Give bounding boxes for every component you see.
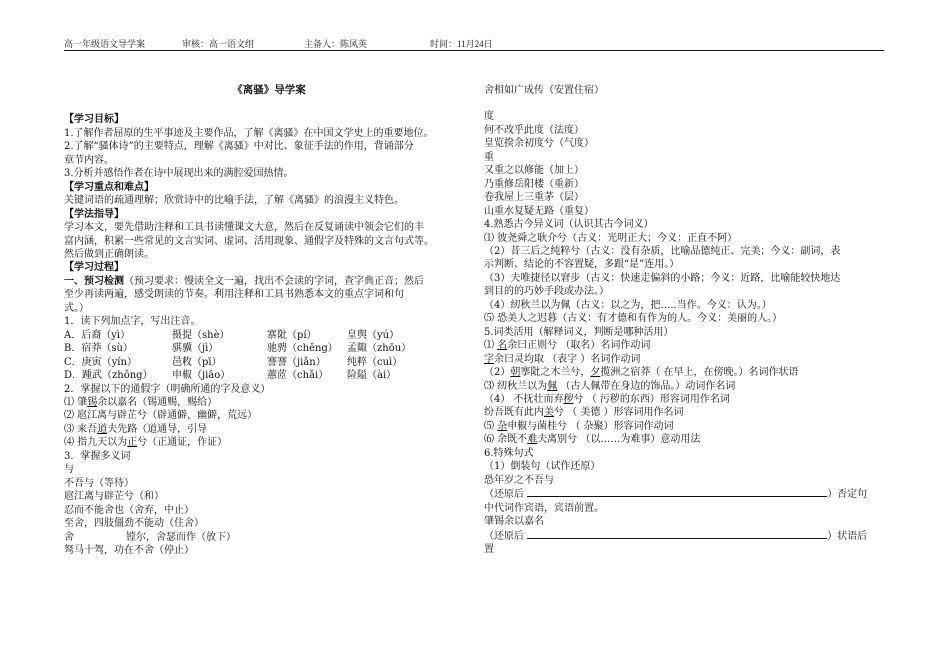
header-rule bbox=[64, 50, 884, 51]
method-line-1: 学习本文，要先借助注释和工具书读懂课文大意，然后在反复诵读中领会它们的丰 bbox=[64, 222, 424, 234]
header-review: 审核：高一语文组 bbox=[182, 39, 255, 49]
right-column bbox=[484, 80, 884, 556]
pinyin-d-1: D．踵武（zhǒng） bbox=[64, 370, 153, 382]
polysemy-head-she: 舍 bbox=[64, 531, 74, 543]
pinyin-row-a bbox=[64, 329, 474, 342]
polysemy-line bbox=[64, 531, 474, 544]
r-pre: ⑸ bbox=[484, 420, 498, 432]
r-post: 余曰正则兮 （取名）名词作动词 bbox=[507, 340, 651, 352]
tongjia-4 bbox=[64, 436, 474, 449]
r-line: ⑴ 彼尧舜之耿介兮（古义：光明正大；今义：正直不阿） bbox=[484, 232, 738, 244]
r-line: （1）倒装句（试作还原） bbox=[484, 461, 601, 473]
pinyin-b-3: 驰骋（chěng） bbox=[267, 343, 338, 355]
r-mark: 佩 bbox=[547, 380, 558, 392]
pinyin-c-4: 纯粹（cuì） bbox=[347, 356, 403, 368]
r-line: 肇锡余以嘉名 bbox=[484, 516, 544, 528]
header-author: 主备人：陈风英 bbox=[304, 39, 368, 49]
goal-2-cont: 章节内容。 bbox=[64, 154, 114, 166]
polysemy-text: 镗尔，舍瑟而作（放下） bbox=[126, 531, 236, 543]
r-line bbox=[484, 393, 884, 406]
r-line bbox=[484, 406, 884, 419]
r-line: 皇览揆余初度兮（气度） bbox=[484, 138, 594, 150]
tongjia-4-post: 兮（正通证，作证） bbox=[137, 437, 228, 449]
tongjia-1-char: 锡 bbox=[87, 396, 98, 408]
r-post: （古人佩带在身边的饰品。）动词作名词 bbox=[557, 380, 736, 392]
r-line: 置 bbox=[484, 543, 494, 555]
pinyin-b-4: 孟陬（zhōu） bbox=[347, 343, 412, 355]
goal-1: 1.了解作者屈原的生平事迹及主要作品，了解《离骚》在中国文学史上的重要地位。 bbox=[64, 127, 434, 139]
tongjia-3-pre: ⑶ 来吾 bbox=[64, 423, 98, 435]
r-mark: 秽 bbox=[563, 393, 574, 405]
r-post: ）状语后 bbox=[827, 530, 868, 542]
r-pre: （还原后 bbox=[484, 489, 524, 501]
answer-line-1 bbox=[484, 487, 884, 501]
r-mark: 难 bbox=[527, 434, 538, 446]
preview-label: 一、预习检测 bbox=[64, 275, 124, 287]
question-2: 2．掌握以下的通假字（明确所通的字及意义） bbox=[64, 383, 271, 395]
r-line bbox=[484, 420, 884, 433]
r-line: （2）昔三后之纯粹兮（古义：没有杂质，比喻品德纯正、完美；今义：副词，表 bbox=[484, 245, 841, 257]
pinyin-c-1: C．庚寅（yín） bbox=[64, 356, 137, 368]
r-pre: 纷吾既有此内 bbox=[484, 407, 544, 419]
r-line: 5.词类活用（解释词义，判断是哪种活用） bbox=[484, 326, 674, 338]
polysemy-line: 忍而不能舍也（舍弃，中止） bbox=[64, 504, 194, 516]
r-line: 山重水复疑无路（重复） bbox=[484, 205, 594, 217]
method-heading: 【学法指导】 bbox=[64, 208, 124, 220]
r-line bbox=[484, 433, 884, 446]
left-column bbox=[64, 80, 474, 557]
polysemy-line: 驽马十驾，功在不舍（停止） bbox=[64, 544, 194, 556]
polysemy-line: 不吾与（等待） bbox=[64, 477, 134, 489]
answer-line-2 bbox=[484, 529, 884, 543]
r-line: （3）夫唯捷径以窘步（古义：快速走偏斜的小路；今义：近路，比喻能较快地达 bbox=[484, 272, 841, 284]
r-mark: 美 bbox=[544, 407, 554, 419]
question-1: 1．读下列加点字，写出注音。 bbox=[64, 316, 201, 328]
answer-blank-1[interactable] bbox=[527, 487, 827, 497]
method-line-2: 富内涵，积累一些常见的文言实词、虚词、活用现象、通假字及特殊的文言句式等。 bbox=[64, 235, 434, 247]
r-line: 乃重修岳阳楼（重新） bbox=[484, 178, 584, 190]
r-mark: 朝 bbox=[510, 367, 521, 379]
preview-line-2: 至少再读两遍，感受朗读的节奏。利用注释和工具书熟悉本文的重点字词和句 bbox=[64, 289, 404, 301]
preview-text: （预习要求：慢读全文一遍，找出不会读的字词，查字典正音；然后 bbox=[124, 275, 424, 287]
process-heading: 【学习过程】 bbox=[64, 262, 124, 274]
polysemy-line: 扈江离与辟芷兮（和） bbox=[64, 491, 164, 503]
answer-blank-2[interactable] bbox=[527, 529, 827, 539]
r-line: 舍相如广成传（安置住宿） bbox=[484, 85, 604, 96]
r-line bbox=[484, 366, 884, 379]
pinyin-c-2: 邑敉（pī） bbox=[172, 356, 222, 368]
r-mark: 夕 bbox=[590, 367, 601, 379]
polysemy-head-yu: 与 bbox=[64, 464, 74, 476]
r-mark: 名 bbox=[497, 340, 508, 352]
pinyin-b-2: 骐骥（jì） bbox=[172, 343, 219, 355]
r-line bbox=[484, 339, 884, 352]
tongjia-4-char: 正 bbox=[127, 437, 138, 449]
tongjia-3-char: 道 bbox=[97, 423, 108, 435]
pinyin-d-3: 蕙茝（chǎi） bbox=[267, 370, 329, 382]
header-course: 高一年级语文导学案 bbox=[64, 39, 146, 49]
method-line-3: 然后做到正确朗读。 bbox=[64, 248, 154, 260]
r-post: 兮 （ 美德 ）形容词用作名词 bbox=[554, 407, 684, 419]
r-post: 揽洲之宿莽（ 在早上，在傍晚。）名词作状语 bbox=[600, 367, 799, 379]
key-text: 关键词语的疏通理解；欣赏诗中的比喻手法，了解《离骚》的浪漫主义特色。 bbox=[64, 195, 404, 207]
r-pre: （2） bbox=[484, 367, 511, 379]
r-line: 中代词作宾语，宾语前置。 bbox=[484, 502, 604, 514]
r-mid: 搴阰之木兰兮， bbox=[520, 367, 591, 379]
r-line: （4）纫秋兰以为佩（古义：以之为，把…..当作。今义：认为。） bbox=[484, 299, 772, 311]
r-line: 4.熟悉古今异义词（认识其古今词义） bbox=[484, 219, 654, 231]
pinyin-a-2: 摄提（shè） bbox=[172, 329, 230, 341]
r-pre: ⑶ 纫秋兰以为 bbox=[484, 380, 548, 392]
pinyin-b-1: B．宿莽（sù） bbox=[64, 343, 133, 355]
key-heading: 【学习重点和难点】 bbox=[64, 181, 154, 193]
tongjia-1-post: 余以嘉名（锡通赐，赐给） bbox=[97, 396, 218, 408]
pinyin-a-4: 皇舆（yú） bbox=[347, 329, 400, 341]
r-pre: （4） 不抚壮而弃 bbox=[484, 393, 564, 405]
r-post: 兮 （ 污秽的东西）形容词用作名词 bbox=[573, 393, 730, 405]
pinyin-row-c bbox=[64, 356, 474, 369]
doc-title: 《离骚》导学案 bbox=[232, 84, 306, 96]
r-pre: ⑴ bbox=[484, 340, 498, 352]
tongjia-3 bbox=[64, 423, 474, 436]
pinyin-a-1: A．后裔（yì） bbox=[64, 329, 131, 341]
r-line bbox=[484, 380, 884, 393]
r-line: 又重之以修能（加上） bbox=[484, 165, 584, 177]
pinyin-c-3: 謇謇（jiǎn） bbox=[267, 356, 326, 368]
r-line: 度 bbox=[484, 111, 494, 123]
pinyin-row-b bbox=[64, 342, 474, 355]
r-line: ⑸ 恐美人之迟暮（古义：有才德和有作为的人。今义：美丽的人。） bbox=[484, 313, 783, 325]
r-line: 示判断、结论的不容置疑，多跟“是”连用。） bbox=[484, 259, 680, 271]
pinyin-d-4: 险隘（ài） bbox=[347, 370, 397, 382]
tongjia-1-pre: ⑴ 肇 bbox=[64, 396, 88, 408]
r-line: 卷我屋上三重茅（层） bbox=[484, 192, 584, 204]
preview-line-1 bbox=[64, 275, 474, 288]
header-date: 时间：11月24日 bbox=[430, 39, 493, 49]
pinyin-row-d bbox=[64, 369, 474, 382]
tongjia-4-pre: ⑷ 指九天以为 bbox=[64, 437, 128, 449]
r-post: ）否定句 bbox=[827, 489, 868, 501]
goals-heading: 【学习目标】 bbox=[64, 114, 124, 126]
tongjia-2: ⑵ 扈江离与辟芷兮（辟通僻，幽僻，荒远） bbox=[64, 410, 258, 422]
polysemy-line: 至舍，四肢僵劲不能动（住舍） bbox=[64, 518, 204, 530]
r-mark: 字 bbox=[484, 353, 494, 365]
r-pre: ⑹ 余既不 bbox=[484, 434, 528, 446]
r-line: 6.特殊句式 bbox=[484, 447, 534, 459]
r-line: 重 bbox=[484, 151, 494, 163]
tongjia-3-post: 夫先路（道通导，引导 bbox=[107, 423, 208, 435]
r-pre: （还原后 bbox=[484, 530, 524, 542]
pinyin-d-2: 申椒（jiāo） bbox=[172, 370, 231, 382]
r-line: 到目的的巧妙手段或办法。） bbox=[484, 286, 609, 298]
r-post: 余曰灵均取 （表字 ）名词作动词 bbox=[494, 353, 641, 365]
preview-line-3: 式。） bbox=[64, 302, 89, 314]
r-mark: 杂 bbox=[497, 420, 508, 432]
goal-2: 2.了解“骚体诗”的主要特点，理解《离骚》中对比、象征手法的作用，背诵部分 bbox=[64, 141, 414, 153]
tongjia-1 bbox=[64, 396, 474, 409]
r-post: 夫离别兮 （以……为难事）意动用法 bbox=[537, 434, 701, 446]
goal-3: 3.分析并感悟作者在诗中展现出来的满腔爱国热情。 bbox=[64, 168, 294, 180]
r-line bbox=[484, 353, 884, 366]
pinyin-a-3: 寨阰（pí） bbox=[267, 329, 317, 341]
r-line: 何不改乎此度（法度） bbox=[484, 124, 584, 136]
r-post: 申椒与菌桂兮 （ 杂聚）形容词作动词 bbox=[507, 420, 674, 432]
r-line: 恐年岁之不吾与 bbox=[484, 474, 554, 486]
question-3: 3．掌握多义词 bbox=[64, 450, 131, 462]
